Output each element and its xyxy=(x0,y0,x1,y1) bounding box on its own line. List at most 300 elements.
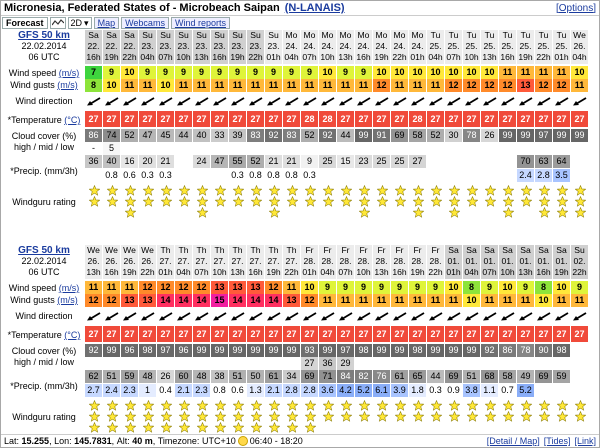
wind-speed-row xyxy=(85,66,589,79)
precip-cell: 1.1 xyxy=(481,384,499,397)
wind-direction-row xyxy=(85,93,589,109)
date-cell: 27. xyxy=(175,256,193,267)
temperature-cell: 27 xyxy=(121,326,139,342)
cloud-low-cell: 36 xyxy=(85,155,103,168)
day-cell: Tu xyxy=(517,30,535,41)
cloud-low-cell: 70 xyxy=(517,155,535,168)
star-icon xyxy=(485,185,496,196)
cloud-low-cell: 44 xyxy=(427,370,445,383)
star-icon xyxy=(503,207,514,218)
wind-gusts-row xyxy=(85,294,589,307)
cloud-high-cell: 78 xyxy=(463,129,481,142)
date-cell: 26. xyxy=(85,256,103,267)
day-cell: Fr xyxy=(301,245,319,256)
mode-select[interactable] xyxy=(68,17,92,29)
wind-arrow-icon xyxy=(157,93,175,109)
date-cell: 26. xyxy=(139,256,157,267)
wind-speed-cell: 10 xyxy=(391,66,409,79)
hour-cell: 04h xyxy=(319,267,337,279)
temperature-cell: 27 xyxy=(427,111,445,127)
temperature-cell: 27 xyxy=(499,111,517,127)
cloud-low-cell: 61 xyxy=(265,370,283,383)
cloud-low-cell xyxy=(175,155,193,168)
wind-gusts-cell: 11 xyxy=(139,79,157,92)
wind-speed-cell: 10 xyxy=(445,66,463,79)
cloud-high-cell: 98 xyxy=(355,344,373,357)
wind-arrow-icon xyxy=(103,308,121,324)
star-icon xyxy=(197,422,208,433)
temperature-cell: 27 xyxy=(265,111,283,127)
wind-arrow-icon xyxy=(229,93,247,109)
star-icon xyxy=(341,400,352,411)
precip-cell: 3.8 xyxy=(463,384,481,397)
wind-arrow-icon xyxy=(355,93,373,109)
tab-map-label[interactable]: Map xyxy=(97,18,116,28)
model-link[interactable]: GFS 50 km xyxy=(18,245,70,256)
hour-cell: 16h xyxy=(247,267,265,279)
cloud-low-cell: 26 xyxy=(157,370,175,383)
cloud-high-cell: 86 xyxy=(85,129,103,142)
star-icon xyxy=(197,411,208,422)
cloud-mid-cell xyxy=(229,357,247,370)
hour-cell: 07h xyxy=(481,267,499,279)
hour-cell: 16h xyxy=(85,52,103,64)
star-icon xyxy=(557,207,568,218)
cloud-high-cell: 99 xyxy=(283,344,301,357)
cloud-high-cell: 44 xyxy=(337,129,355,142)
timezone-label: Timezone: xyxy=(157,436,200,446)
hour-cell: 19h xyxy=(121,267,139,279)
precip-cell: 0.3 xyxy=(301,169,319,182)
hour-cell: 10h xyxy=(463,52,481,64)
date-cell: 23. xyxy=(229,41,247,52)
star-icon xyxy=(467,185,478,196)
wind-speed-cell: 7 xyxy=(85,66,103,79)
day-cell: Th xyxy=(247,245,265,256)
wind-arrow-icon xyxy=(103,93,121,109)
cloud-high-cell: 91 xyxy=(373,129,391,142)
hour-cell: 13h xyxy=(517,267,535,279)
date-cell: 26. xyxy=(571,41,589,52)
star-icon xyxy=(161,185,172,196)
wind-speed-cell: 11 xyxy=(499,66,517,79)
wind-arrow-icon xyxy=(283,93,301,109)
precip-cell xyxy=(337,169,355,182)
wind-gusts-cell: 10 xyxy=(157,79,175,92)
cloud-mid-cell: - xyxy=(85,142,103,155)
cloud-low-cell: 38 xyxy=(211,370,229,383)
timezone-value: UTC+10 xyxy=(201,436,236,446)
temperature-cell: 27 xyxy=(391,111,409,127)
day-cell: Tu xyxy=(535,30,553,41)
cloud-high-cell: 97 xyxy=(157,344,175,357)
wind-speed-cell: 9 xyxy=(355,66,373,79)
cloud-cover-label: Cloud cover (%) xyxy=(11,346,77,356)
day-cell: Fr xyxy=(409,245,427,256)
cloud-high-cell: 99 xyxy=(373,344,391,357)
cloud-mid-row xyxy=(85,142,589,155)
precip-cell: 3.9 xyxy=(391,384,409,397)
hour-cell: 16h xyxy=(499,52,517,64)
temperature-cell: 27 xyxy=(571,111,589,127)
day-cell: Tu xyxy=(463,30,481,41)
wind-gusts-cell: 11 xyxy=(265,79,283,92)
cloud-low-cell: 49 xyxy=(517,370,535,383)
wind-gusts-cell: 12 xyxy=(553,79,571,92)
precip-cell: 5.2 xyxy=(355,384,373,397)
graph-icon[interactable] xyxy=(50,17,66,29)
wind-speed-cell: 9 xyxy=(337,66,355,79)
date-cell: 24. xyxy=(355,41,373,52)
tab-webcams-label[interactable]: Webcams xyxy=(125,18,165,28)
star-icon xyxy=(161,196,172,207)
cloud-low-cell: 40 xyxy=(103,155,121,168)
star-icon xyxy=(89,196,100,207)
row-label xyxy=(3,311,85,323)
tab-webcams[interactable] xyxy=(121,17,169,29)
cloud-mid-cell xyxy=(175,142,193,155)
wind-gusts-cell: 11 xyxy=(391,294,409,307)
spot-title: Micronesia, Federated States of - Microbeach Saipan xyxy=(4,2,280,14)
star-icon xyxy=(215,411,226,422)
star-icon xyxy=(179,196,190,207)
precip-cell: 0.6 xyxy=(229,384,247,397)
star-icon xyxy=(449,185,460,196)
date-cell: 27. xyxy=(211,256,229,267)
temperature-cell: 27 xyxy=(553,111,571,127)
temperature-cell: 27 xyxy=(517,326,535,342)
precip-cell: 0.8 xyxy=(283,169,301,182)
star-icon xyxy=(233,185,244,196)
cloud-mid-cell xyxy=(193,142,211,155)
cloud-mid-cell: 36 xyxy=(319,357,337,370)
precip-cell xyxy=(373,169,391,182)
wind-arrow-icon xyxy=(193,93,211,109)
hour-cell: 04h xyxy=(175,267,193,279)
wind-arrow-icon xyxy=(373,93,391,109)
wind-speed-unit-link[interactable]: (m/s) xyxy=(58,68,80,78)
day-cell: Th xyxy=(193,245,211,256)
cloud-high-row xyxy=(85,129,589,142)
hour-cell: 22h xyxy=(391,52,409,64)
wind-gusts-cell: 11 xyxy=(517,294,535,307)
date-cell: 28. xyxy=(409,256,427,267)
date-cell: 27. xyxy=(265,256,283,267)
wind-speed-cell: 9 xyxy=(211,66,229,79)
cloud-low-cell: 71 xyxy=(319,370,337,383)
day-cell: We xyxy=(103,245,121,256)
day-cell: Sa xyxy=(481,245,499,256)
star-icon xyxy=(467,411,478,422)
wind-arrow-icon xyxy=(247,308,265,324)
model-link[interactable]: GFS 50 km xyxy=(18,30,70,41)
cloud-high-cell: 90 xyxy=(535,344,553,357)
cloud-low-cell: 61 xyxy=(391,370,409,383)
wind-speed-cell: 10 xyxy=(481,66,499,79)
detail-map-link[interactable]: [Detail / Map] xyxy=(486,436,540,446)
day-cell: Th xyxy=(229,245,247,256)
temperature-cell: 27 xyxy=(139,326,157,342)
temperature-cell: 27 xyxy=(553,326,571,342)
wind-gusts-cell: 13 xyxy=(283,294,301,307)
wind-speed-cell: 11 xyxy=(283,281,301,294)
mode-select-value: 2D xyxy=(70,18,83,28)
row-label xyxy=(3,115,85,127)
cloud-high-cell: 99 xyxy=(571,129,589,142)
precip-cell: 2.1 xyxy=(175,384,193,397)
wind-speed-cell: 9 xyxy=(409,281,427,294)
hour-cell: 01h xyxy=(157,267,175,279)
hour-cell: 22h xyxy=(283,267,301,279)
star-icon xyxy=(161,422,172,433)
date-cell: 23. xyxy=(247,41,265,52)
star-icon xyxy=(125,196,136,207)
options-link[interactable]: [Options] xyxy=(555,2,596,14)
day-cell: Su xyxy=(247,30,265,41)
cloud-mid-cell xyxy=(85,357,103,370)
tab-wind-reports[interactable] xyxy=(171,17,230,29)
precip-cell: 2.8 xyxy=(283,384,301,397)
precip-cell: 0.8 xyxy=(211,384,229,397)
cloud-mid-cell xyxy=(211,357,229,370)
cloud-high-cell: 98 xyxy=(139,344,157,357)
cloud-low-cell: 52 xyxy=(247,155,265,168)
day-cell: Tu xyxy=(481,30,499,41)
cloud-low-cell: 25 xyxy=(319,155,337,168)
date-cell: 28. xyxy=(391,256,409,267)
day-cell: Sa xyxy=(103,30,121,41)
wind-speed-cell: 9 xyxy=(175,66,193,79)
star-icon xyxy=(377,196,388,207)
cloud-mid-cell xyxy=(157,357,175,370)
temperature-label: *Temperature xyxy=(7,330,62,340)
cloud-low-cell: 68 xyxy=(481,370,499,383)
forecast-block-2 xyxy=(3,245,599,448)
temperature-cell: 27 xyxy=(157,326,175,342)
cloud-high-cell: 33 xyxy=(211,129,229,142)
cloud-mid-cell xyxy=(283,357,301,370)
wind-arrow-icon xyxy=(211,93,229,109)
wind-gusts-cell: 13 xyxy=(517,79,535,92)
star-icon xyxy=(359,207,370,218)
tab-wind-reports-label[interactable]: Wind reports xyxy=(174,18,226,28)
wind-speed-cell: 10 xyxy=(499,281,517,294)
link-link[interactable]: [Link] xyxy=(574,436,596,446)
date-cell: 24. xyxy=(391,41,409,52)
hour-cell: 07h xyxy=(193,267,211,279)
wind-gusts-cell: 11 xyxy=(193,79,211,92)
day-cell: Th xyxy=(211,245,229,256)
temperature-unit-link[interactable]: (°C) xyxy=(64,115,81,125)
star-icon xyxy=(539,400,550,411)
rating-cell xyxy=(355,185,373,230)
star-icon xyxy=(197,400,208,411)
wind-gusts-cell: 12 xyxy=(103,294,121,307)
rating-cell xyxy=(481,185,499,230)
wind-arrow-icon xyxy=(481,308,499,324)
hour-cell: 04h xyxy=(427,52,445,64)
hour-cell: 04h xyxy=(571,52,589,64)
title-bar xyxy=(1,1,599,16)
temperature-cell: 27 xyxy=(463,111,481,127)
alt-label: Alt: xyxy=(116,436,130,446)
day-cell: Su xyxy=(571,245,589,256)
day-cell: Fr xyxy=(427,245,445,256)
wind-arrow-icon xyxy=(409,93,427,109)
day-cell: Su xyxy=(175,30,193,41)
date-cell: 28. xyxy=(373,256,391,267)
star-icon xyxy=(197,207,208,218)
rating-cell xyxy=(121,185,139,230)
precip-cell xyxy=(427,169,445,182)
wind-speed-unit-link[interactable]: (m/s) xyxy=(58,283,80,293)
day-cell: We xyxy=(85,245,103,256)
star-icon xyxy=(143,400,154,411)
cloud-high-cell: 58 xyxy=(409,129,427,142)
wind-gusts-cell: 14 xyxy=(247,294,265,307)
wind-speed-cell: 11 xyxy=(535,66,553,79)
wind-speed-cell: 10 xyxy=(409,66,427,79)
hour-row xyxy=(85,267,589,279)
cloud-low-cell xyxy=(571,155,589,168)
row-label xyxy=(3,166,85,178)
date-cell: 22. xyxy=(103,41,121,52)
temperature-cell: 28 xyxy=(301,111,319,127)
day-cell: Tu xyxy=(445,30,463,41)
day-cell: Th xyxy=(283,245,301,256)
cloud-high-cell: 99 xyxy=(211,344,229,357)
date-cell: 25. xyxy=(427,41,445,52)
star-icon xyxy=(521,400,532,411)
wind-speed-cell: 9 xyxy=(139,66,157,79)
star-icon xyxy=(377,411,388,422)
wind-speed-cell: 9 xyxy=(319,281,337,294)
date-cell: 01. xyxy=(553,256,571,267)
hour-cell: 22h xyxy=(247,52,265,64)
hour-cell: 10h xyxy=(499,267,517,279)
rating-cell xyxy=(373,185,391,230)
wind-gusts-cell: 14 xyxy=(229,294,247,307)
row-label xyxy=(3,131,85,155)
hour-row xyxy=(85,52,589,64)
date-cell: 02. xyxy=(571,256,589,267)
star-icon xyxy=(143,411,154,422)
wind-gusts-unit-link[interactable]: (m/s) xyxy=(57,80,78,90)
cloud-low-cell: 51 xyxy=(229,370,247,383)
star-icon xyxy=(143,422,154,433)
star-icon xyxy=(341,411,352,422)
cloud-mid-cell xyxy=(175,357,193,370)
cloud-mid-cell xyxy=(265,142,283,155)
star-icon xyxy=(215,400,226,411)
tab-map[interactable] xyxy=(94,17,120,29)
wind-speed-cell: 10 xyxy=(373,66,391,79)
cloud-high-cell: 99 xyxy=(427,344,445,357)
wind-arrow-icon xyxy=(391,308,409,324)
wind-gusts-cell: 12 xyxy=(301,294,319,307)
precip-cell: 1.8 xyxy=(409,384,427,397)
date-cell: 01. xyxy=(517,256,535,267)
precip-cell: 0.7 xyxy=(499,384,517,397)
hour-cell: 22h xyxy=(139,267,157,279)
star-icon xyxy=(575,400,586,411)
date-row xyxy=(85,256,589,267)
temperature-cell: 27 xyxy=(157,111,175,127)
row-label xyxy=(3,30,85,64)
cloud-high-cell: 99 xyxy=(517,129,535,142)
star-icon xyxy=(107,185,118,196)
star-icon xyxy=(107,411,118,422)
star-icon xyxy=(269,185,280,196)
cloud-high-cell: 92 xyxy=(85,344,103,357)
wind-speed-cell: 9 xyxy=(481,281,499,294)
star-icon xyxy=(305,196,316,207)
star-icon xyxy=(251,411,262,422)
star-icon xyxy=(89,422,100,433)
tab-forecast[interactable]: Forecast xyxy=(2,17,48,29)
hour-cell: 04h xyxy=(283,52,301,64)
precip-label: *Precip. (mm/3h) xyxy=(10,166,78,176)
tab-bar xyxy=(1,16,599,30)
hour-cell: 16h xyxy=(211,52,229,64)
wind-arrow-icon xyxy=(193,308,211,324)
star-icon xyxy=(251,196,262,207)
wind-gusts-cell: 14 xyxy=(175,294,193,307)
star-icon xyxy=(557,196,568,207)
star-icon xyxy=(89,185,100,196)
cloud-high-cell: 52 xyxy=(121,129,139,142)
wind-direction-label: Wind direction xyxy=(15,311,73,321)
precip-cell: 4.2 xyxy=(337,384,355,397)
wind-gusts-unit-link[interactable]: (m/s) xyxy=(57,295,78,305)
rating-cell xyxy=(265,185,283,230)
wind-speed-cell: 11 xyxy=(85,281,103,294)
cloud-mid-cell xyxy=(121,142,139,155)
hour-cell: 13h xyxy=(373,267,391,279)
hour-cell: 10h xyxy=(211,267,229,279)
wind-arrow-icon xyxy=(553,93,571,109)
precip-cell: 0.8 xyxy=(103,169,121,182)
temperature-unit-link[interactable]: (°C) xyxy=(64,330,81,340)
star-icon xyxy=(125,411,136,422)
cloud-low-cell xyxy=(481,155,499,168)
star-icon xyxy=(107,196,118,207)
tides-link[interactable]: [Tides] xyxy=(543,436,571,446)
date-cell: 23. xyxy=(139,41,157,52)
station-link[interactable]: (N-LANAIS) xyxy=(284,2,345,14)
star-icon xyxy=(503,185,514,196)
wind-speed-cell: 10 xyxy=(427,66,445,79)
rating-cell xyxy=(463,185,481,230)
star-icon xyxy=(449,207,460,218)
day-row xyxy=(85,30,589,41)
star-icon xyxy=(395,196,406,207)
temperature-cell: 27 xyxy=(301,326,319,342)
wind-arrow-icon xyxy=(265,93,283,109)
wind-gusts-cell: 11 xyxy=(283,79,301,92)
date-cell: 28. xyxy=(301,256,319,267)
cloud-high-cell: 96 xyxy=(121,344,139,357)
cloud-mid-cell xyxy=(265,357,283,370)
hour-cell: 04h xyxy=(463,267,481,279)
cloud-mid-cell xyxy=(517,142,535,155)
precip-cell: 0.9 xyxy=(445,384,463,397)
cloud-high-cell: 86 xyxy=(499,344,517,357)
wind-gusts-cell: 12 xyxy=(463,79,481,92)
star-icon xyxy=(233,196,244,207)
cloud-high-cell: 26 xyxy=(481,129,499,142)
day-cell: Mo xyxy=(373,30,391,41)
